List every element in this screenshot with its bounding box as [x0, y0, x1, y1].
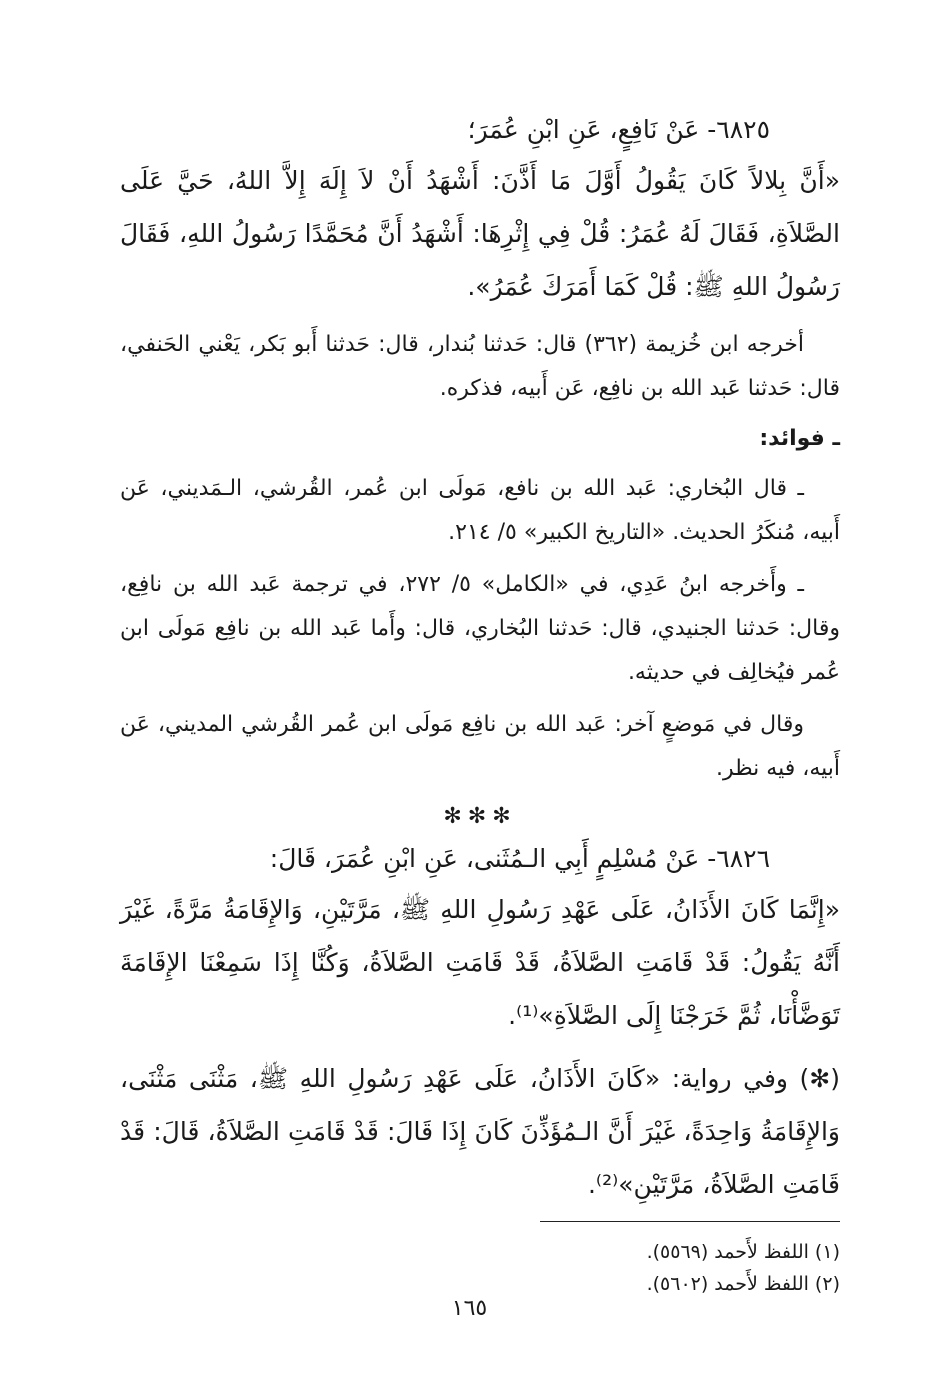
note-another-place: وقال في مَوضعٍ آخر: عَبد الله بن نافِع مَولَى ابن عُمر القُرشي المديني، عَن أَبيه، فيه نظر.	[120, 712, 840, 781]
hadith-6826-riwaya: (✻) وفي رواية: «كَانَ الأَذَانُ، عَلَى عَهْدِ رَسُولِ اللهِ ﷺ، مَثْنَى مَثْنَى، وَالإِقَامَةُ وَاحِدَةً، غَيْرَ أَنَّ الـمُؤَذِّنَ كَانَ إِذَا قَالَ: قَدْ قَامَتِ الصَّلاَةُ، قَالَ: قَدْ قَامَتِ الصَّلاَةُ، مَرَّتَيْنِ»⁽²⁾.	[120, 1064, 840, 1199]
hadith-6825-takhrij: أخرجه ابن خُزيمة (٣٦٢) قال: حَدثنا بُندار، قال: حَدثنا أَبو بَكر، يَعْني الحَنفي، قال: حَدثنا عَبد الله بن نافِع، عَن أَبيه، فذكره.	[120, 332, 840, 401]
hadith-6826-heading: ٦٨٢٦- عَنْ مُسْلِمٍ أَبِي الـمُثَنى، عَنِ ابْنِ عُمَرَ، قَالَ:	[269, 844, 770, 873]
page-content	[120, 110, 840, 1300]
section-separator: ✻✻✻	[443, 804, 517, 829]
hadith-6826-text: «إِنَّمَا كَانَ الأَذَانُ، عَلَى عَهْدِ رَسُولِ اللهِ ﷺ، مَرَّتَيْنِ، وَالإِقَامَةُ مَرَّةً، غَيْرَ أَنَّهُ يَقُولُ: قَدْ قَامَتِ الصَّلاَةُ، قَدْ قَامَتِ الصَّلاَةُ، وَكُنَّا إِذَا سَمِعْنَا الإِقَامَةَ تَوَضَّأْنَا، ثُمَّ خَرَجْنَا إِلَى الصَّلاَةِ»⁽¹⁾.	[120, 895, 840, 1030]
note-bukhari: ـ قال البُخاري: عَبد الله بن نافع، مَولَى ابن عُمر، القُرشي، الـمَديني، عَن أَبيه، مُنكَرُ الحديث. «التاريخ الكبير» ٥/ ٢١٤.	[120, 476, 840, 545]
footnote-1: (١) اللفظ لأَحمد (٥٥٦٩).	[646, 1241, 840, 1263]
page-number: ١٦٥	[451, 1296, 488, 1321]
footnote-divider	[540, 1221, 840, 1222]
hadith-6825-heading: ٦٨٢٥- عَنْ نَافِعٍ، عَنِ ابْنِ عُمَرَ؛	[467, 115, 770, 144]
footnote-2: (٢) اللفظ لأَحمد (٥٦٠٢).	[646, 1273, 840, 1295]
fawaid-label: ـ فوائد:	[759, 426, 840, 451]
note-ibn-adi: ـ وأَخرجه ابنُ عَدِي، في «الكامل» ٥/ ٢٧٢، في ترجمة عَبد الله بن نافِع، وقال: حَدثنا الجنيدي، قال: حَدثنا البُخاري، قال: وأَما عَبد الله بن نافِع مَولَى ابن عُمر فيُخالِف في حديثه.	[120, 572, 840, 685]
hadith-6825-text: «أَنَّ بِلالاً كَانَ يَقُولُ أَوَّلَ مَا أَذَّنَ: أَشْهَدُ أَنْ لاَ إِلَهَ إِلاَّ اللهُ، حَيَّ عَلَى الصَّلاَةِ، فَقَالَ لَهُ عُمَرُ: قُلْ فِي إِثْرِهَا: أَشْهَدُ أَنَّ مُحَمَّدًا رَسُولُ اللهِ، فَقَالَ رَسُولُ اللهِ ﷺ: قُلْ كَمَا أَمَرَكَ عُمَرُ».	[120, 166, 840, 301]
